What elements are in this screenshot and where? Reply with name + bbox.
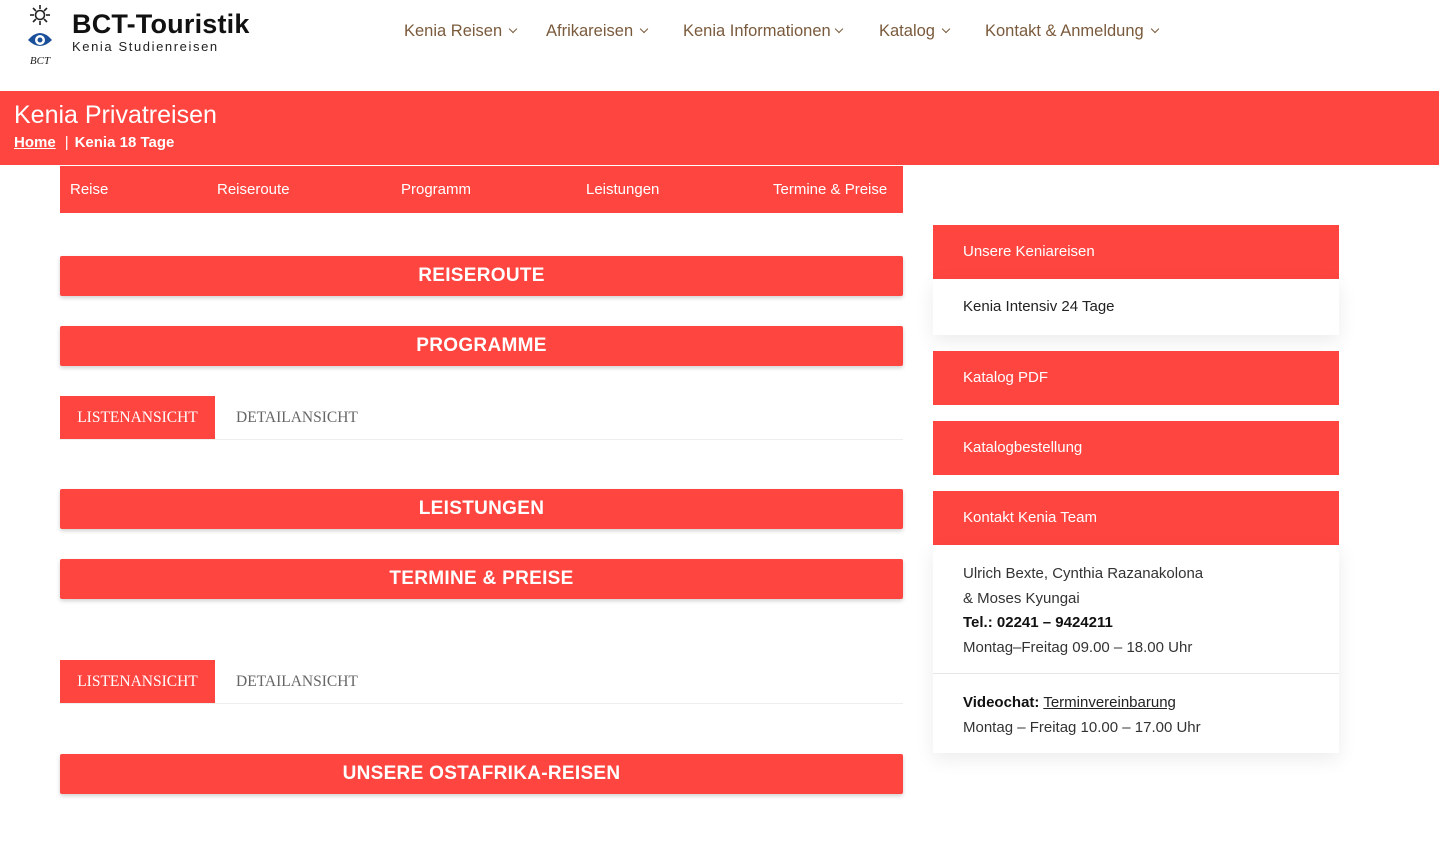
videochat-link[interactable]: Terminvereinbarung <box>1043 694 1176 711</box>
chevron-down-icon <box>640 25 648 33</box>
section-programme[interactable]: PROGRAMME <box>60 326 903 366</box>
section-leistungen[interactable]: LEISTUNGEN <box>60 489 903 529</box>
nav-kenia-reisen[interactable] <box>404 22 516 41</box>
subnav-reise[interactable]: Reise <box>70 181 109 198</box>
subnav-programm[interactable]: Programm <box>401 181 472 198</box>
chevron-down-icon <box>834 25 842 33</box>
chevron-down-icon <box>942 25 950 33</box>
tab-detailansicht[interactable]: DETAILANSICHT <box>236 673 358 690</box>
nav-label: Kenia Reisen <box>404 22 503 40</box>
videochat-info <box>933 674 1339 740</box>
termine-view-tabs <box>60 660 903 704</box>
nav-kontakt-anmeldung[interactable] <box>985 22 1158 41</box>
page-title-bar <box>0 91 1439 165</box>
breadcrumb <box>14 134 174 151</box>
contact-names-1: Ulrich Bexte, Cynthia Razanakolona <box>963 565 1204 582</box>
videochat-label: Videochat: <box>963 694 1040 711</box>
section-termine-preise[interactable]: TERMINE & PREISE <box>60 559 903 599</box>
nav-katalog[interactable] <box>879 22 949 41</box>
site-header <box>0 0 1439 91</box>
link-kenia-intensiv[interactable]: Kenia Intensiv 24 Tage <box>963 298 1115 315</box>
subnav-reiseroute[interactable]: Reiseroute <box>217 181 290 198</box>
tab-listenansicht[interactable]: LISTENANSICHT <box>60 660 215 703</box>
widget-kontakt-title[interactable]: Kontakt Kenia Team <box>933 491 1339 545</box>
widget-kontakt-body <box>933 545 1339 753</box>
nav-afrikareisen[interactable] <box>546 22 647 41</box>
nav-label: Kontakt & Anmeldung <box>985 22 1144 40</box>
nav-kenia-informationen[interactable] <box>683 22 842 41</box>
nav-label: Katalog <box>879 22 935 40</box>
bct-logo-icon[interactable] <box>22 4 58 68</box>
videochat-hours: Montag – Freitag 10.00 – 17.00 Uhr <box>963 718 1201 736</box>
section-reiseroute[interactable]: REISEROUTE <box>60 256 903 296</box>
nav-label: Afrikareisen <box>546 22 634 40</box>
katalog-pdf-button[interactable]: Katalog PDF <box>933 351 1339 405</box>
nav-label: Kenia Informationen <box>683 22 831 40</box>
chevron-down-icon <box>1150 25 1158 33</box>
katalogbestellung-button[interactable]: Katalogbestellung <box>933 421 1339 475</box>
chevron-down-icon <box>509 25 517 33</box>
breadcrumb-home-link[interactable]: Home <box>14 134 56 151</box>
breadcrumb-current: Kenia 18 Tage <box>74 134 175 151</box>
subnav-leistungen[interactable]: Leistungen <box>586 181 660 198</box>
tour-sub-nav <box>60 166 903 213</box>
widget-keniareisen-title[interactable]: Unsere Keniareisen <box>933 225 1339 279</box>
contact-names-2: & Moses Kyungai <box>963 589 1080 607</box>
breadcrumb-separator: | <box>64 134 69 151</box>
tab-listenansicht[interactable]: LISTENANSICHT <box>60 396 215 439</box>
programme-view-tabs <box>60 396 903 440</box>
subnav-termine-preise[interactable]: Termine & Preise <box>773 181 888 198</box>
contact-phone[interactable]: Tel.: 02241 – 9424211 <box>963 614 1113 631</box>
page-title: Kenia Privatreisen <box>14 101 217 129</box>
section-ostafrika-reisen[interactable]: UNSERE OSTAFRIKA-REISEN <box>60 754 903 794</box>
widget-keniareisen-body <box>933 279 1339 335</box>
contact-info <box>933 545 1339 673</box>
contact-hours: Montag–Freitag 09.00 – 18.00 Uhr <box>963 638 1193 656</box>
brand-title[interactable]: BCT-Touristik <box>72 9 250 39</box>
tab-detailansicht[interactable]: DETAILANSICHT <box>236 409 358 426</box>
brand-subtitle: Kenia Studienreisen <box>72 39 219 54</box>
logo-text: BCT <box>29 55 51 67</box>
